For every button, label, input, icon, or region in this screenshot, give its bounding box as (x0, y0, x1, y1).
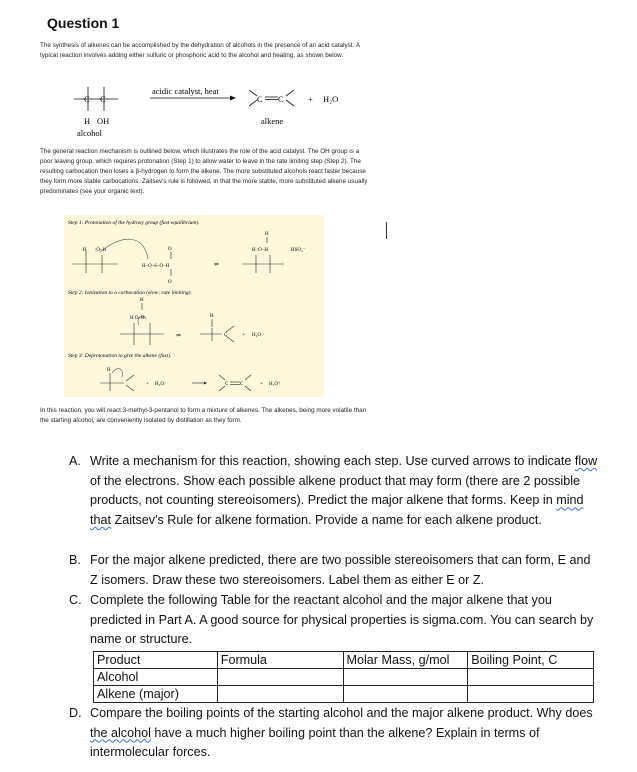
header-molar-mass[interactable]: Molar Mass, g/mol (343, 652, 468, 669)
hydronium: H₃O⁺ (269, 382, 281, 387)
svg-text:H: H (140, 298, 144, 303)
alcohol-h: H (84, 116, 91, 126)
catalyst-label: acidic catalyst, heat (152, 86, 219, 96)
question-d-letter: D. (69, 706, 82, 720)
svg-text:O: O (168, 247, 172, 252)
mechanism-paragraph: The general reaction mechanism is outlined below, which illustrates the role of the acid catalyst. The OH group is a poor leaving group, which requires protonation (Step 1) to allow water to leave in the rate limiting step (Step 2). The resulting carbocation then loses a β-hydrogen to form the alkene. The more substituted alcohols react faster because they form more stable carbocations. Zaitsev's rule is followed, in that the more stable, more substituted alkene usually predominates (see your organic text). (40, 148, 368, 195)
table-cell[interactable]: Alkene (major) (94, 686, 218, 703)
carbon-2: C (100, 94, 106, 104)
question-b-text: For the major alkene predicted, there are two possible stereoisomers that can form, E and Z isomers. Draw these two stereoisomers. Label them as either E or Z. (90, 553, 591, 587)
mechanism-figure (64, 215, 324, 397)
alcohol-structure (74, 87, 118, 111)
svg-text:H: H (83, 248, 87, 253)
text-cursor (386, 222, 387, 239)
header-boiling-point[interactable]: Boiling Point, C (468, 652, 594, 669)
question-c-letter: C. (69, 593, 82, 607)
table-cell[interactable] (217, 686, 343, 703)
step3-water: H₂O: (155, 382, 166, 387)
step3-plus-1: + (146, 382, 149, 387)
spellcheck-the-alcohol[interactable]: the alcohol (90, 725, 151, 740)
step1-alcohol (72, 251, 118, 273)
question-b-letter: B. (69, 553, 81, 567)
table-cell[interactable] (343, 669, 468, 686)
alkene-carbon-1: C (257, 94, 263, 104)
reaction-arrow (150, 96, 236, 101)
reaction-scheme (60, 82, 360, 142)
question-a (69, 452, 599, 531)
alkene-label: alkene (261, 116, 284, 126)
protonated-alcohol (242, 237, 284, 273)
svg-text:⇌: ⇌ (176, 333, 182, 339)
step2-water: H₂O (252, 333, 261, 338)
svg-text::Ö–H: :Ö–H (95, 248, 107, 253)
step3-reactant (100, 369, 134, 391)
svg-text:H :O–H: H :O–H (252, 248, 268, 253)
question-d-text-2: have a much higher boiling point than the alkene? Explain in terms of intermolecular forces. (90, 725, 540, 760)
carbocation (200, 319, 234, 342)
spellcheck-flow[interactable]: flow (574, 454, 598, 468)
step3-plus-2: + (260, 382, 263, 387)
svg-text:C: C (225, 382, 229, 387)
table-cell[interactable]: Alcohol (94, 669, 218, 686)
step2-plus: + (242, 333, 245, 338)
step3-arrow (192, 382, 207, 385)
svg-text:H–O–S–O–H: H–O–S–O–H (142, 264, 170, 269)
step1-label: Step 1: Protonation of the hydroxy group (fast equilibrium). (68, 220, 200, 226)
table-cell[interactable] (468, 669, 594, 686)
question-d (69, 704, 599, 763)
question-a-text-3: Zaitsev's Rule for alkene formation. Provide a name for each alkene product. (111, 513, 542, 528)
alkene-structure (249, 90, 294, 106)
step2-reactant (120, 303, 164, 345)
step2-label: Step 2: Ionization to a carbocation (slow; rate limiting). (68, 290, 192, 296)
table-cell[interactable] (343, 686, 468, 703)
spellcheck-mind-that[interactable]: mind that (90, 493, 584, 528)
water: H₂O (323, 94, 339, 104)
alkene-carbon-2: C (278, 94, 284, 104)
svg-text:H: H (210, 314, 214, 319)
alcohol-label: alcohol (77, 128, 103, 138)
question-a-letter: A. (69, 454, 81, 468)
alcohol-oh: OH (97, 116, 110, 126)
step3-alkene (219, 375, 251, 391)
plus-sign: + (308, 94, 313, 104)
hso4: HSO₄⁻ (291, 248, 306, 253)
question-a-text-2: of the electrons. Show each possible alkene product that may form (there are 2 possible products, not counting stereoisomers). Predict the major alkene that forms. Keep in (90, 473, 581, 508)
svg-text:C: C (224, 333, 228, 338)
question-d-text-1: Compare the boiling points of the starting alcohol and the major alkene product. Why does (90, 706, 593, 720)
after-paragraph: In this reaction, you will react 3-methyl-3-pentanol to form a mixture of alkenes. The alkenes, being more volatile than the starting alcohol, are conveniently isolated by distillation as they form. (40, 407, 367, 424)
svg-text:H: H (107, 368, 111, 373)
question-b (69, 551, 599, 590)
table-cell[interactable] (468, 686, 594, 703)
svg-text:C: C (240, 382, 244, 387)
table-row (94, 669, 594, 686)
svg-text:H: H (265, 232, 269, 237)
properties-table (93, 651, 594, 703)
sulfuric-acid (100, 239, 171, 276)
svg-text:⇌: ⇌ (214, 262, 220, 268)
intro-paragraph: The synthesis of alkenes can be accomplished by the dehydration of alcohols in the presence of an acid catalyst. A typical reaction involves adding either sulfuric or phosphoric acid to the alcohol and heating, as shown below. (40, 42, 360, 59)
svg-text:H O–H: H O–H (130, 316, 145, 321)
svg-text:O: O (168, 280, 172, 285)
header-product[interactable]: Product (94, 652, 218, 669)
step3-label: Step 3: Deprotonation to give the alkene (fast). (68, 353, 172, 359)
table-row (94, 686, 594, 703)
table-header-row (94, 652, 594, 669)
question-title: Question 1 (47, 15, 120, 31)
question-a-text-1: Write a mechanism for this reaction, showing each step. Use curved arrows to indicate (90, 454, 575, 468)
table-cell[interactable] (217, 669, 343, 686)
header-formula[interactable]: Formula (217, 652, 343, 669)
question-c-text: Complete the following Table for the reactant alcohol and the major alkene that you predicted in Part A. A good source for physical properties is sigma.com. You can search by name or structure. (90, 593, 594, 647)
carbon-1: C (84, 94, 90, 104)
question-c (69, 591, 599, 650)
